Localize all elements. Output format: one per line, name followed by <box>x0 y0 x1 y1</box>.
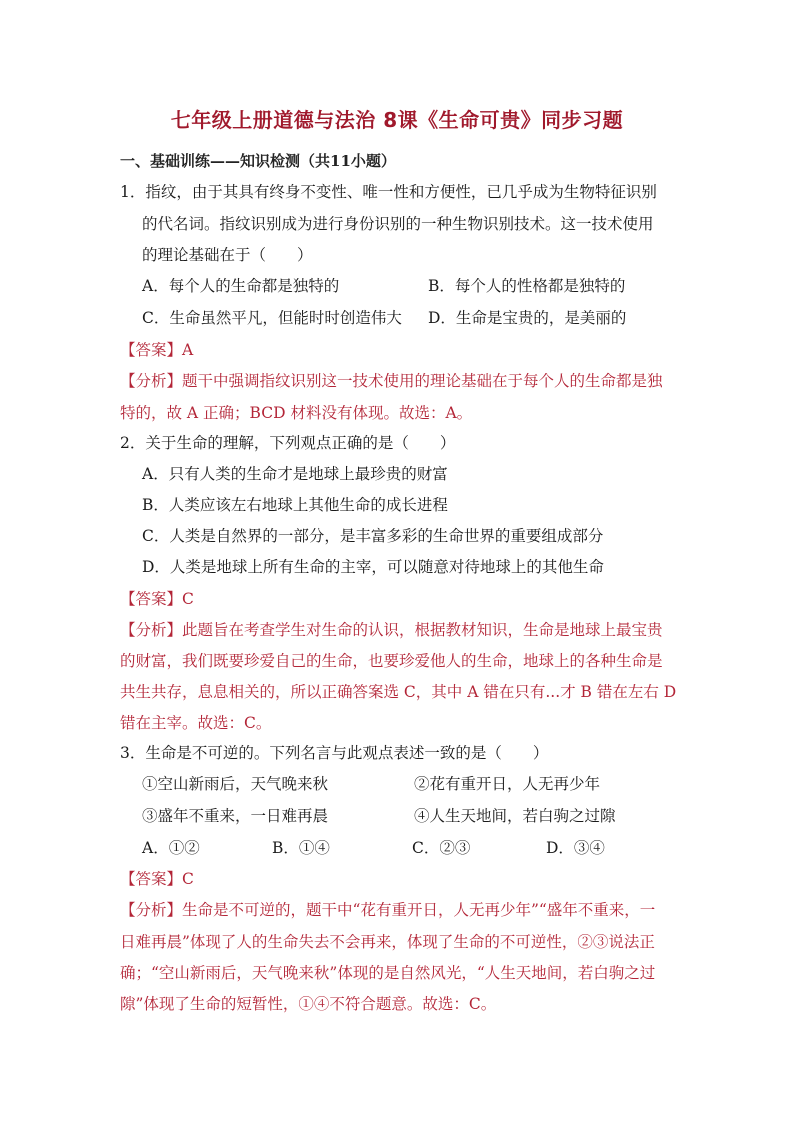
q1-option-d: D．生命是宝贵的，是美丽的 <box>428 309 627 327</box>
q3-analysis-line-3: 确；“空山新雨后，天气晚来秋”体现的是自然风光，“人生天地间，若白驹之过 <box>120 964 656 982</box>
q3-answer-value: C <box>182 870 194 888</box>
q1-answer-label: 【答案】 <box>120 341 183 359</box>
q3-item-4: ④人生天地间，若白驹之过隙 <box>414 807 616 825</box>
q2-option-b: B．人类应该左右地球上其他生命的成长进程 <box>142 496 448 514</box>
q3-stem-line-1: 3．生命是不可逆的。下列名言与此观点表述一致的是（ ） <box>120 744 549 762</box>
q1-option-c: C．生命虽然平凡，但能时时创造伟大 <box>142 309 402 327</box>
q1-stem-line-1: 1．指纹，由于其具有终身不变性、唯一性和方便性，已几乎成为生物特征识别 <box>120 183 657 201</box>
q2-answer-label: 【答案】 <box>120 590 183 608</box>
q3-analysis-label: 【分析】 <box>120 901 183 919</box>
q3-option-c: C．②③ <box>412 839 471 857</box>
q2-option-d: D．人类是地球上所有生命的主宰，可以随意对待地球上的其他生命 <box>142 558 604 576</box>
q3-option-a: A．①② <box>142 839 200 857</box>
q3-analysis-line-4: 隙”体现了生命的短暂性，①④不符合题意。故选：C。 <box>120 995 497 1013</box>
q1-answer <box>120 340 193 360</box>
q2-analysis-line-3: 共生共存，息息相关的，所以正确答案选 C，其中 A 错在只有...才 B 错在左右 D <box>120 683 677 701</box>
q3-item-2: ②花有重开日，人无再少年 <box>414 775 601 793</box>
q3-answer-label: 【答案】 <box>120 870 183 888</box>
page-title: 七年级上册道德与法治 8课《生命可贵》同步习题 <box>170 108 624 132</box>
q1-option-a: A．每个人的生命都是独特的 <box>142 277 340 295</box>
q1-stem-line-2: 的代名词。指纹识别成为进行身份识别的一种生物识别技术。这一技术使用 <box>142 215 654 233</box>
q1-answer-value: A <box>182 341 194 359</box>
q2-answer <box>120 589 194 609</box>
q1-option-b: B．每个人的性格都是独特的 <box>428 277 626 295</box>
q3-item-1: ①空山新雨后，天气晚来秋 <box>142 775 329 793</box>
q3-analysis-line-1: 【分析】生命是不可逆的，题干中“花有重开日，人无再少年”“盛年不重来，一 <box>120 901 656 919</box>
q3-option-b: B．①④ <box>272 839 330 857</box>
q2-stem-line-1: 2．关于生命的理解，下列观点正确的是（ ） <box>120 434 456 452</box>
q3-option-d: D．③④ <box>546 839 605 857</box>
q3-item-3: ③盛年不重来，一日难再晨 <box>142 807 329 825</box>
q2-option-a: A．只有人类的生命才是地球上最珍贵的财富 <box>142 465 448 483</box>
q1-stem-line-3: 的理论基础在于（ ） <box>142 246 313 264</box>
q2-option-c: C．人类是自然界的一部分，是丰富多彩的生命世界的重要组成部分 <box>142 527 604 545</box>
q2-analysis-line-1: 【分析】此题旨在考查学生对生命的认识，根据教材知识，生命是地球上最宝贵 <box>120 621 663 639</box>
q2-analysis-line-4: 错在主宰。故选：C。 <box>120 714 272 732</box>
section-heading: 一、基础训练——知识检测（共11小题） <box>120 152 396 170</box>
q1-analysis-line-2: 特的，故 A 正确；BCD 材料没有体现。故选：A。 <box>120 404 473 422</box>
q1-analysis-label: 【分析】 <box>120 372 183 390</box>
q1-analysis-line-1: 【分析】题干中强调指纹识别这一技术使用的理论基础在于每个人的生命都是独 <box>120 372 663 390</box>
q2-answer-value: C <box>182 590 194 608</box>
q3-answer <box>120 869 194 889</box>
q3-analysis-line-2: 日难再晨”体现了人的生命失去不会再来，体现了生命的不可逆性，②③说法正 <box>120 933 655 951</box>
q2-analysis-label: 【分析】 <box>120 621 183 639</box>
q2-analysis-line-2: 的财富，我们既要珍爱自己的生命，也要珍爱他人的生命，地球上的各种生命是 <box>120 652 663 670</box>
